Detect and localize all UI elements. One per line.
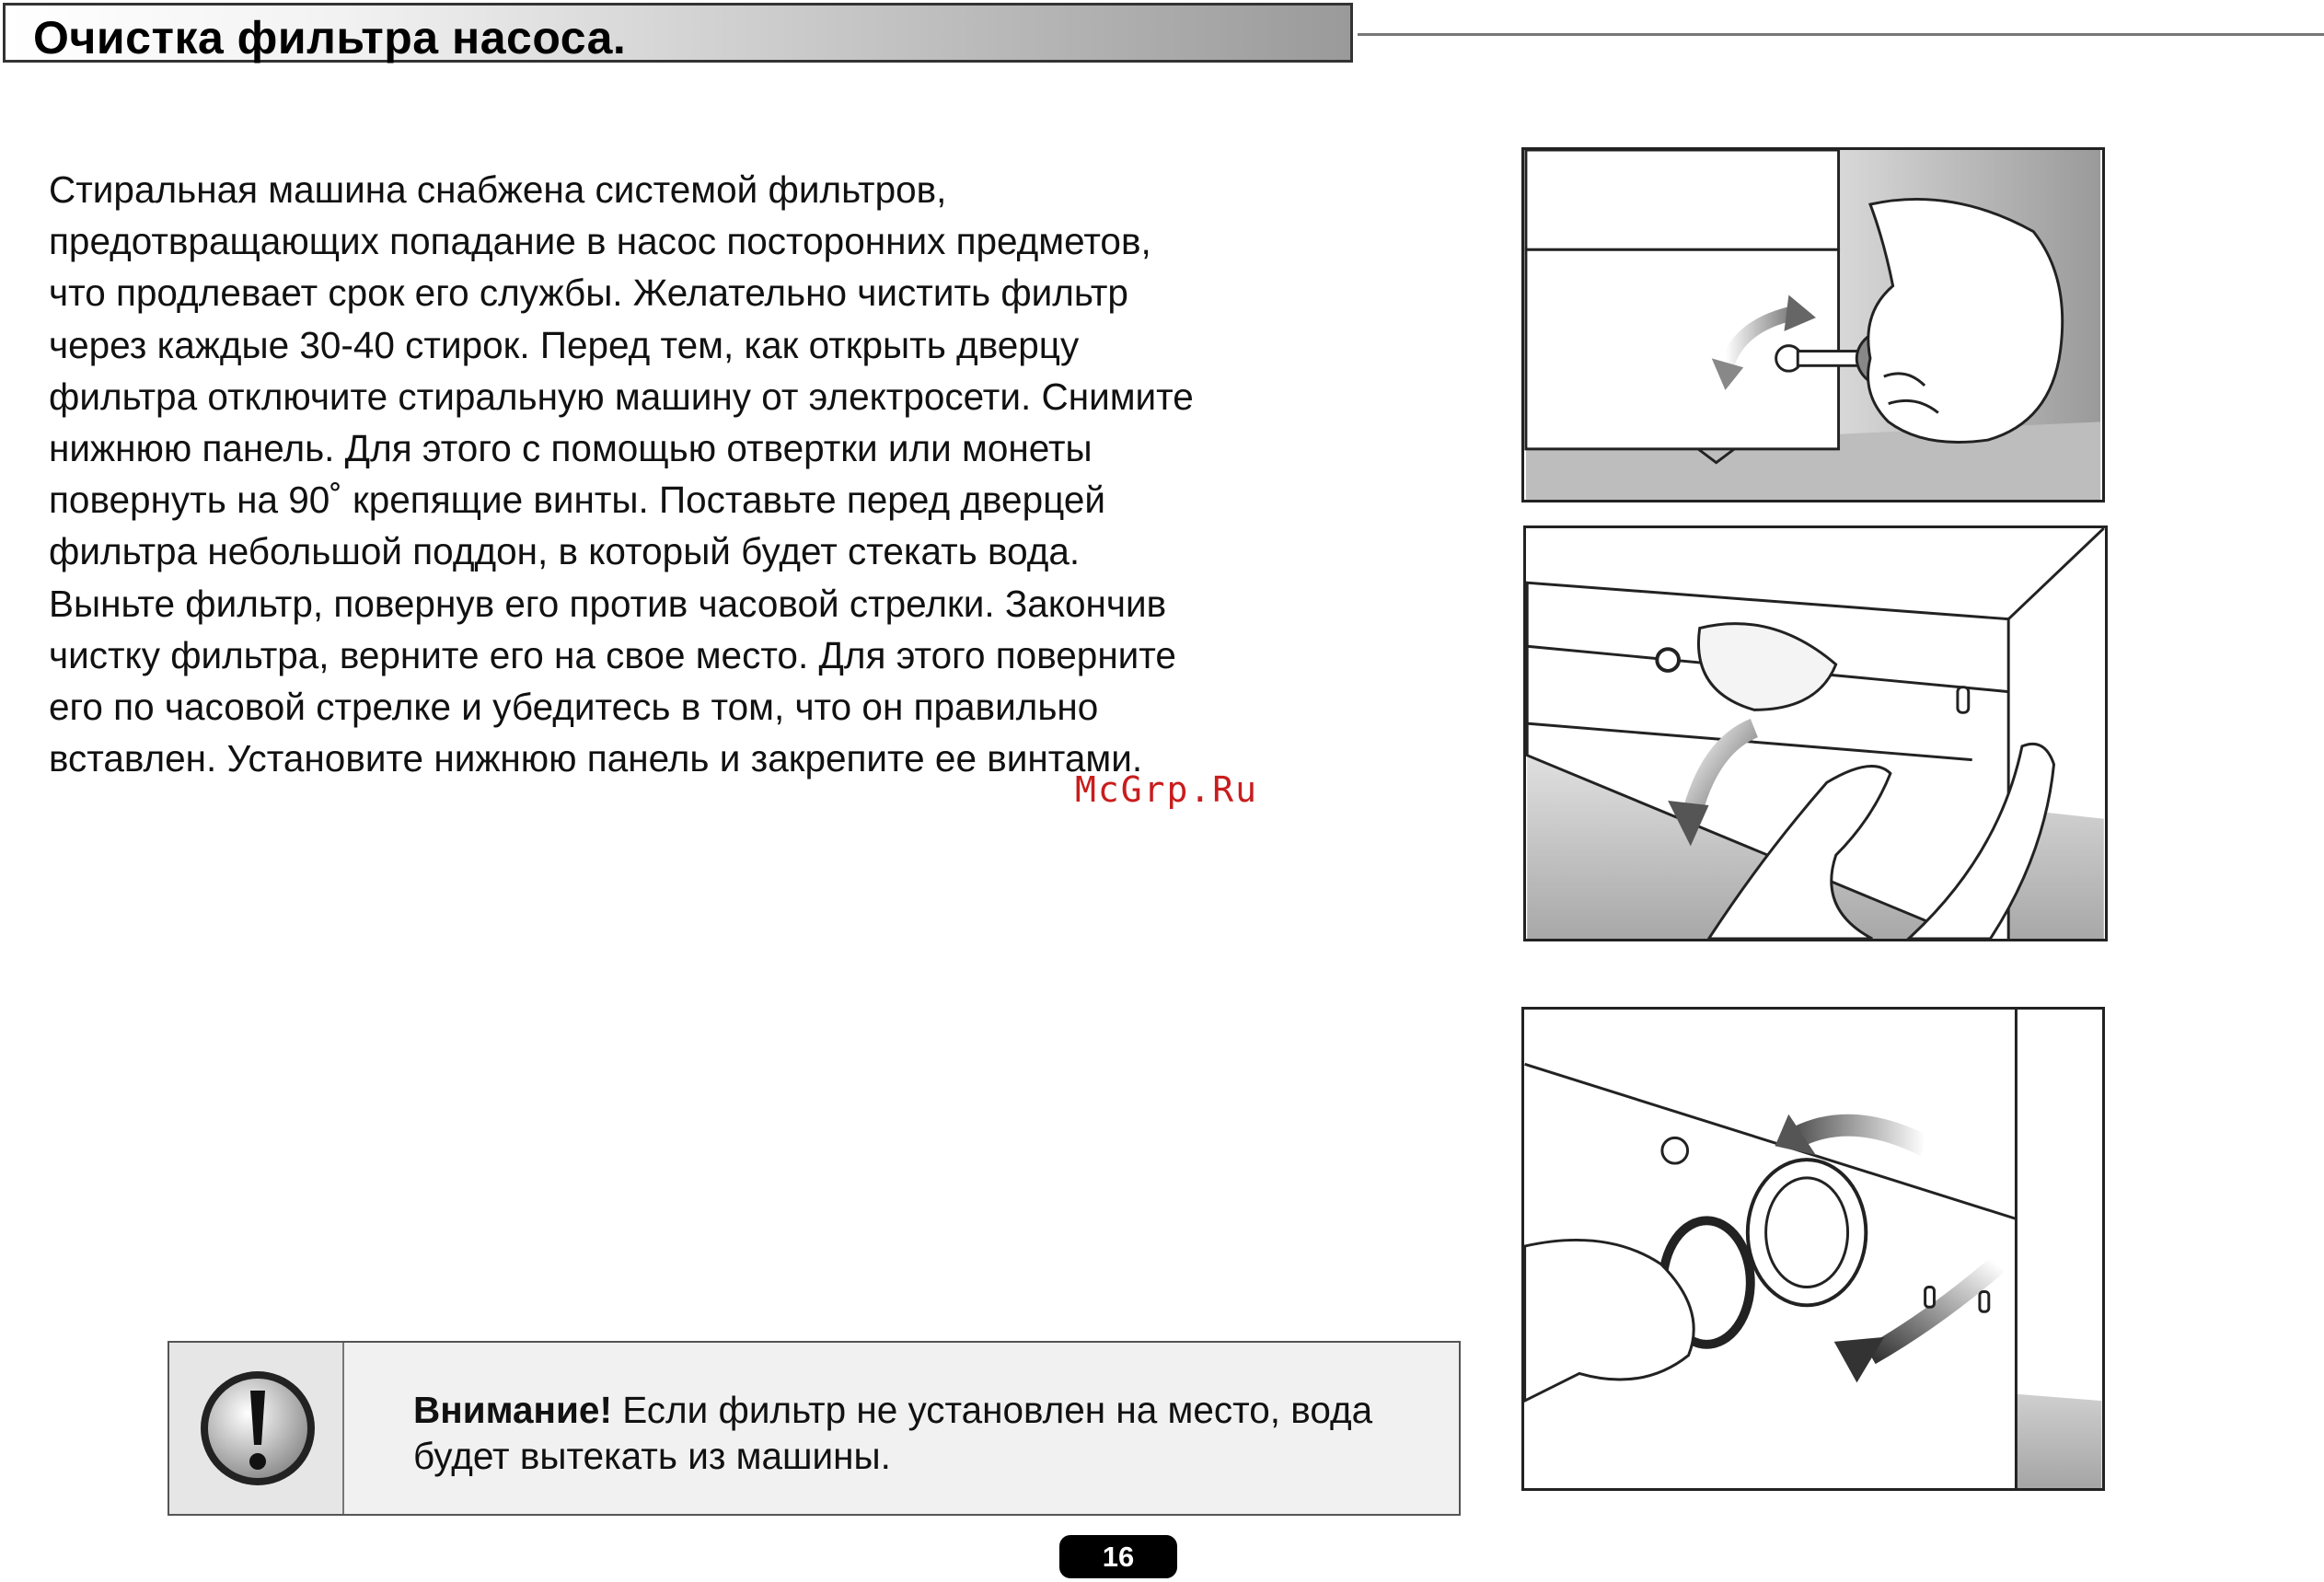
figure-remove-panel — [1523, 525, 2108, 941]
figure-unscrew-panel — [1521, 147, 2105, 502]
screwdriver-unscrew-illustration — [1524, 150, 2102, 500]
instruction-paragraph: Стиральная машина снабжена системой фильтров, предотвращающих попадание в насос посторонних предметов, что продлевает срок его службы. Желательно чистить фильтр через каждые 30-40 стирок. Перед тем, как открыть дверцу фильтра отключите стиральную машину от электросети. Снимите нижнюю панель. Для этого с помощью отвертки или монеты повернуть на 90˚ крепящие винты. Поставьте перед дверцей фильтра небольшой поддон, в который будет стекать вода. Выньте фильтр, повернув его против часовой стрелки. Закончив чистку фильтра, верните его на свое место. Для этого поверните его по часовой стрелке и убедитесь в том, что он правильно вставлен. Установите нижнюю панель и закрепите ее винтами. — [49, 168, 1194, 780]
warning-text — [413, 1387, 1426, 1479]
page-number: 16 — [1059, 1535, 1177, 1578]
warning-icon-cell — [169, 1343, 344, 1514]
figure-remove-filter — [1521, 1007, 2105, 1491]
warning-box — [168, 1341, 1461, 1516]
remove-panel-illustration — [1526, 528, 2105, 939]
exclamation-icon — [197, 1368, 318, 1489]
pump-filter-remove-illustration — [1524, 1010, 2102, 1488]
title-bar — [3, 3, 1353, 63]
watermark: McGrp.Ru — [1075, 769, 1259, 810]
page-title: Очистка фильтра насоса. — [33, 12, 627, 64]
warning-label: Внимание! — [413, 1389, 612, 1431]
title-rule — [1358, 33, 2324, 36]
warning-message: Если фильтр не установлен на место, вода будет вытекать из машины. — [413, 1389, 1373, 1477]
